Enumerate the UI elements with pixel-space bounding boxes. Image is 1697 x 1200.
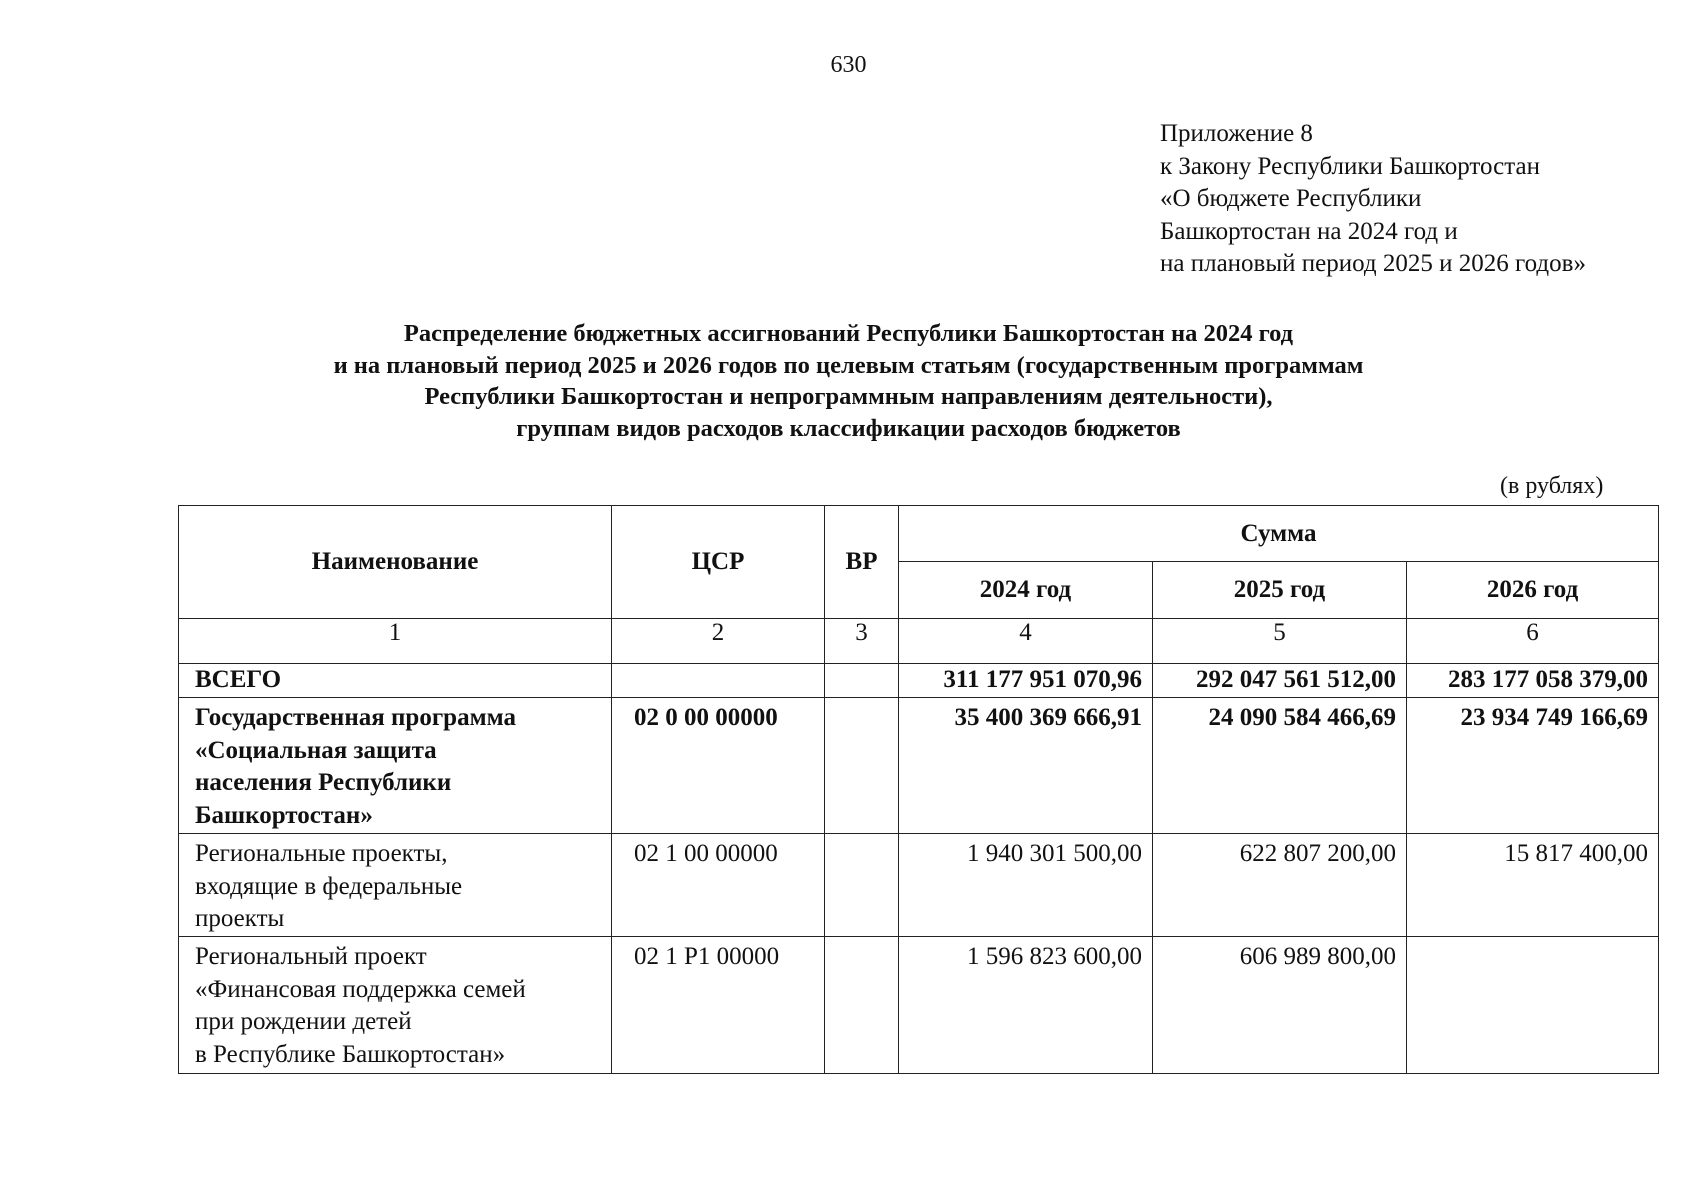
- row-name: [179, 937, 612, 1074]
- document-title: [0, 318, 1697, 444]
- appendix-line: на плановый период 2025 и 2026 годов»: [1160, 250, 1586, 277]
- row-name-line: Башкортостан»: [195, 801, 373, 829]
- header-year-2024: 2024 год: [899, 562, 1153, 619]
- row-csr: 02 1 00 00000: [612, 834, 825, 937]
- row-name-line: в Республике Башкортостан»: [195, 1040, 506, 1068]
- column-number: 3: [825, 619, 899, 664]
- column-number: 1: [179, 619, 612, 664]
- title-line: Республики Башкортостан и непрограммным направлениям деятельности),: [424, 383, 1273, 410]
- row-vr: [825, 698, 899, 834]
- row-csr: 02 1 P1 00000: [612, 937, 825, 1074]
- row-amount-2024: 1 596 823 600,00: [899, 937, 1153, 1074]
- row-amount-2026: [1407, 937, 1659, 1074]
- row-csr: [612, 664, 825, 698]
- row-amount-2024: 1 940 301 500,00: [899, 834, 1153, 937]
- row-vr: [825, 834, 899, 937]
- header-year-2025: 2025 год: [1153, 562, 1407, 619]
- row-amount-2024: 35 400 369 666,91: [899, 698, 1153, 834]
- row-amount-2024: 311 177 951 070,96: [899, 664, 1153, 698]
- title-line: и на плановый период 2025 и 2026 годов по целевым статьям (государственным программам: [333, 351, 1364, 379]
- row-name-line: Региональные проекты,: [195, 840, 448, 867]
- title-line: Распределение бюджетных ассигнований Республики Башкортостан на 2024 год: [403, 320, 1294, 347]
- row-name-line: Государственная программа: [195, 704, 516, 731]
- column-number: 4: [899, 619, 1153, 664]
- header-name: Наименование: [179, 506, 612, 619]
- row-amount-2025: 292 047 561 512,00: [1153, 664, 1407, 698]
- header-row: [179, 506, 1659, 562]
- row-name-line: ВСЕГО: [195, 666, 282, 693]
- column-number: 6: [1407, 619, 1659, 664]
- row-name-line: входящие в федеральные: [195, 872, 463, 900]
- row-name: [179, 834, 612, 937]
- row-name-line: «Социальная защита: [195, 736, 437, 764]
- header-year-2026: 2026 год: [1407, 562, 1659, 619]
- row-name-line: населения Республики: [195, 769, 452, 796]
- row-amount-2025: 622 807 200,00: [1153, 834, 1407, 937]
- appendix-line: Приложение 8: [1160, 120, 1313, 147]
- column-number: 5: [1153, 619, 1407, 664]
- row-name: [179, 698, 612, 834]
- row-name-line: при рождении детей: [195, 1008, 412, 1035]
- row-name-line: Региональный проект: [195, 943, 427, 970]
- column-number: 2: [612, 619, 825, 664]
- appendix-reference: [1160, 118, 1586, 281]
- table-row-total: [179, 664, 1659, 698]
- row-vr: [825, 664, 899, 698]
- row-amount-2026: 283 177 058 379,00: [1407, 664, 1659, 698]
- table-row: [179, 698, 1659, 834]
- title-line: группам видов расходов классификации расходов бюджетов: [516, 414, 1181, 442]
- row-csr: 02 0 00 00000: [612, 698, 825, 834]
- row-name-line: проекты: [195, 905, 285, 932]
- appendix-line: «О бюджете Республики: [1160, 185, 1422, 212]
- row-name-line: «Финансовая поддержка семей: [195, 975, 526, 1003]
- header-csr: ЦСР: [612, 506, 825, 619]
- units-note: (в рублях): [1500, 473, 1604, 499]
- row-amount-2025: 606 989 800,00: [1153, 937, 1407, 1074]
- page-number: 630: [830, 52, 867, 78]
- row-amount-2026: 23 934 749 166,69: [1407, 698, 1659, 834]
- appendix-line: к Закону Республики Башкортостан: [1160, 152, 1540, 180]
- column-number-row: [179, 619, 1659, 664]
- table-row: [179, 834, 1659, 937]
- row-amount-2025: 24 090 584 466,69: [1153, 698, 1407, 834]
- header-sum: Сумма: [899, 506, 1659, 562]
- header-vr: ВР: [825, 506, 899, 619]
- row-vr: [825, 937, 899, 1074]
- row-amount-2026: 15 817 400,00: [1407, 834, 1659, 937]
- table-row: [179, 937, 1659, 1074]
- row-name: [179, 664, 612, 698]
- appendix-line: Башкортостан на 2024 год и: [1160, 217, 1458, 245]
- budget-table: [178, 505, 1659, 1074]
